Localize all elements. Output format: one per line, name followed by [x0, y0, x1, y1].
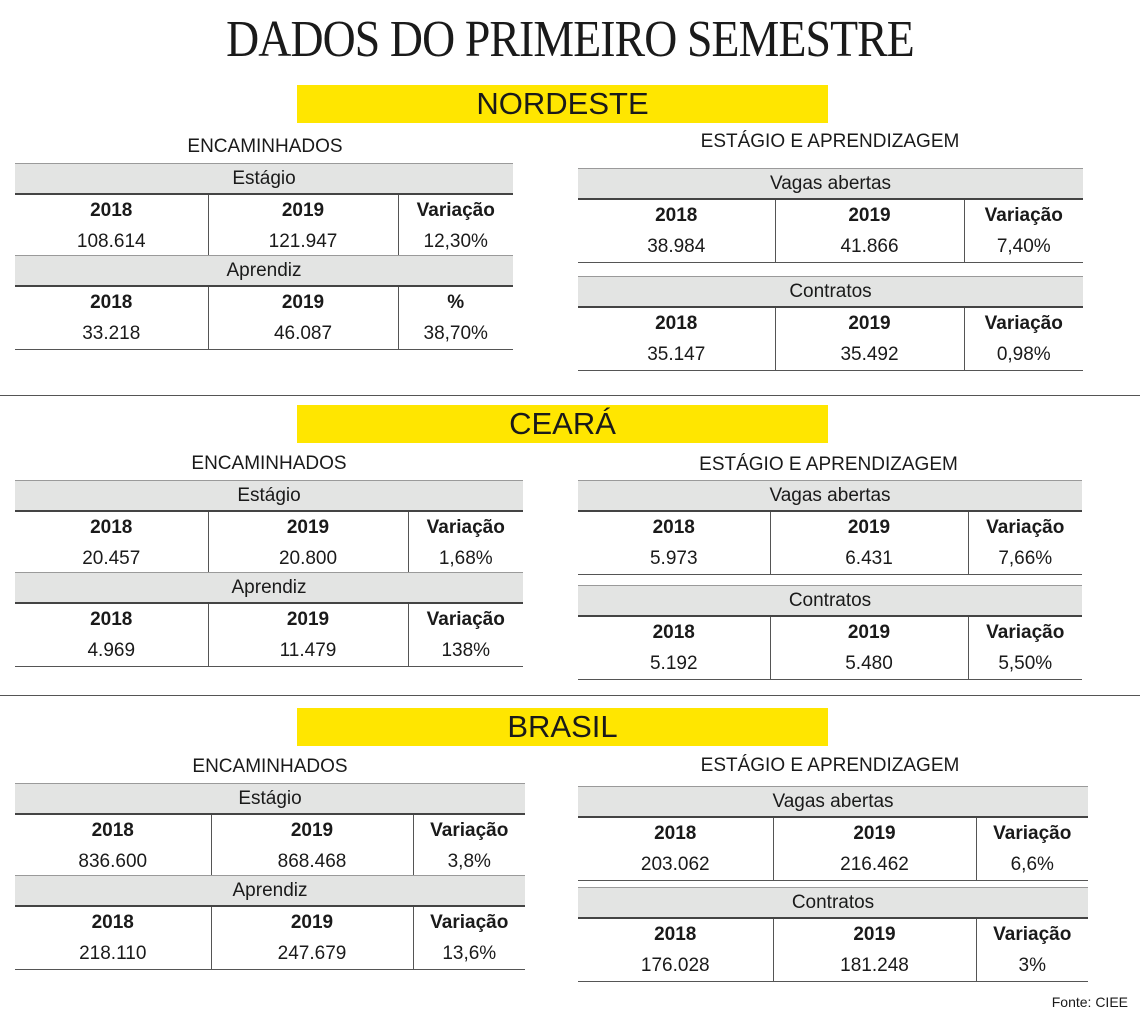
- brasil-vagas-abertas-label: Vagas abertas: [578, 787, 1088, 818]
- ceara-contratos-value: 5,50%: [968, 649, 1082, 680]
- brasil-region-banner: BRASIL: [297, 708, 828, 746]
- brasil-vagas-abertas-header: 2019: [773, 817, 976, 850]
- brasil-estagio-label: Estágio: [15, 784, 525, 815]
- ceara-vagas-abertas-label: Vagas abertas: [578, 481, 1082, 512]
- brasil-aprendiz-value: 247.679: [211, 939, 413, 970]
- brasil-aprendiz-header: 2019: [211, 906, 413, 939]
- nordeste-estagio-header: Variação: [416, 200, 495, 221]
- brasil-vagas-abertas-header: 2018: [578, 817, 773, 850]
- brasil-vagas-abertas-value: 6,6%: [976, 850, 1088, 881]
- nordeste-vagas-abertas-label: Vagas abertas: [578, 169, 1083, 200]
- nordeste-contratos-header: Variação: [984, 313, 1063, 334]
- nordeste-vagas-abertas-header: Variação: [984, 205, 1063, 226]
- brasil-estagio-header: 2019: [211, 814, 413, 847]
- ceara-vagas-abertas-value: 5.973: [578, 544, 770, 575]
- brasil-vagas-abertas-value: 216.462: [773, 850, 976, 881]
- nordeste-contratos-header: 2019: [775, 307, 964, 340]
- nordeste-vagas-abertas-table: [578, 168, 1083, 263]
- nordeste-contratos-table: [578, 276, 1083, 371]
- nordeste-estagio-label: Estágio: [15, 164, 513, 195]
- ceara-contratos-label: Contratos: [578, 586, 1082, 617]
- ceara-contratos-table: [578, 585, 1082, 680]
- nordeste-estagio-value: 12,30%: [398, 227, 513, 258]
- section-divider: [0, 395, 1140, 396]
- ceara-vagas-abertas-header: Variação: [986, 517, 1065, 538]
- brasil-contratos-value: 181.248: [773, 951, 976, 982]
- nordeste-vagas-abertas-value: 38.984: [578, 232, 775, 263]
- ceara-aprendiz-header: 2018: [15, 603, 208, 636]
- ceara-vagas-abertas-table: [578, 480, 1082, 575]
- ceara-estagio-label: Estágio: [15, 481, 523, 512]
- ceara-contratos-value: 5.480: [770, 649, 968, 680]
- ceara-aprendiz-header: Variação: [426, 609, 505, 630]
- brasil-contratos-value: 3%: [976, 951, 1088, 982]
- ceara-aprendiz-label: Aprendiz: [15, 573, 523, 604]
- nordeste-encaminhados-heading: ENCAMINHADOS: [187, 136, 343, 157]
- brasil-estagio-value: 3,8%: [413, 847, 525, 878]
- ceara-aprendiz-value: 11.479: [208, 636, 408, 667]
- nordeste-aprendiz-label: Aprendiz: [15, 256, 513, 287]
- ceara-estagio-aprendizagem-heading: ESTÁGIO E APRENDIZAGEM: [699, 454, 958, 475]
- brasil-aprendiz-value: 218.110: [15, 939, 211, 970]
- nordeste-vagas-abertas-header: 2018: [578, 199, 775, 232]
- ceara-estagio-value: 20.800: [208, 544, 408, 575]
- nordeste-aprendiz-header: 2019: [208, 286, 398, 319]
- ceara-contratos-header: 2019: [770, 616, 968, 649]
- ceara-estagio-header: 2018: [15, 511, 208, 544]
- nordeste-aprendiz-value: 46.087: [208, 319, 398, 350]
- nordeste-estagio-value: 121.947: [208, 227, 398, 258]
- nordeste-vagas-abertas-header: 2019: [775, 199, 964, 232]
- ceara-aprendiz-value: 138%: [408, 636, 523, 667]
- brasil-estagio-value: 868.468: [211, 847, 413, 878]
- brasil-aprendiz-value: 13,6%: [413, 939, 525, 970]
- brasil-contratos-header: 2018: [578, 918, 773, 951]
- ceara-contratos-header: Variação: [986, 622, 1065, 643]
- ceara-aprendiz-header: 2019: [208, 603, 408, 636]
- ceara-vagas-abertas-header: 2019: [770, 511, 968, 544]
- brasil-estagio-header: 2018: [15, 814, 211, 847]
- brasil-aprendiz-label: Aprendiz: [15, 876, 525, 907]
- ceara-vagas-abertas-header: 2018: [578, 511, 770, 544]
- nordeste-estagio-header: 2018: [15, 194, 208, 227]
- nordeste-estagio-table: [15, 163, 513, 258]
- ceara-vagas-abertas-value: 6.431: [770, 544, 968, 575]
- nordeste-region-banner: NORDESTE: [297, 85, 828, 123]
- brasil-contratos-header: 2019: [773, 918, 976, 951]
- brasil-vagas-abertas-value: 203.062: [578, 850, 773, 881]
- nordeste-aprendiz-header: 2018: [15, 286, 208, 319]
- brasil-vagas-abertas-table: [578, 786, 1088, 881]
- nordeste-aprendiz-table: [15, 255, 513, 350]
- nordeste-vagas-abertas-value: 41.866: [775, 232, 964, 263]
- ceara-estagio-header: 2019: [208, 511, 408, 544]
- nordeste-contratos-value: 35.147: [578, 340, 775, 371]
- ceara-vagas-abertas-value: 7,66%: [968, 544, 1082, 575]
- page-title: DADOS DO PRIMEIRO SEMESTRE: [226, 11, 914, 68]
- ceara-aprendiz-table: [15, 572, 523, 667]
- brasil-contratos-header: Variação: [993, 924, 1072, 945]
- brasil-estagio-aprendizagem-heading: ESTÁGIO E APRENDIZAGEM: [700, 755, 960, 776]
- brasil-aprendiz-header: Variação: [430, 912, 509, 933]
- ceara-estagio-header: Variação: [426, 517, 505, 538]
- ceara-contratos-value: 5.192: [578, 649, 770, 680]
- ceara-contratos-header: 2018: [578, 616, 770, 649]
- nordeste-estagio-value: 108.614: [15, 227, 208, 258]
- ceara-estagio-value: 20.457: [15, 544, 208, 575]
- brasil-contratos-value: 176.028: [578, 951, 773, 982]
- brasil-aprendiz-table: [15, 875, 525, 970]
- brasil-estagio-header: Variação: [430, 820, 509, 841]
- ceara-region-banner: CEARÁ: [297, 405, 828, 443]
- nordeste-estagio-aprendizagem-heading: ESTÁGIO E APRENDIZAGEM: [700, 131, 960, 152]
- section-divider: [0, 695, 1140, 696]
- brasil-contratos-label: Contratos: [578, 888, 1088, 919]
- brasil-vagas-abertas-header: Variação: [993, 823, 1072, 844]
- nordeste-estagio-header: 2019: [208, 194, 398, 227]
- ceara-aprendiz-value: 4.969: [15, 636, 208, 667]
- brasil-estagio-table: [15, 783, 525, 878]
- nordeste-contratos-value: 0,98%: [964, 340, 1083, 371]
- ceara-encaminhados-heading: ENCAMINHADOS: [191, 453, 347, 474]
- nordeste-vagas-abertas-value: 7,40%: [964, 232, 1083, 263]
- source-note: Fonte: CIEE: [1051, 994, 1128, 1010]
- brasil-encaminhados-heading: ENCAMINHADOS: [192, 756, 348, 777]
- nordeste-contratos-label: Contratos: [578, 277, 1083, 308]
- brasil-estagio-value: 836.600: [15, 847, 211, 878]
- nordeste-aprendiz-header: %: [447, 292, 465, 313]
- nordeste-contratos-value: 35.492: [775, 340, 964, 371]
- nordeste-aprendiz-value: 38,70%: [398, 319, 513, 350]
- brasil-contratos-table: [578, 887, 1088, 982]
- nordeste-contratos-header: 2018: [578, 307, 775, 340]
- nordeste-aprendiz-value: 33.218: [15, 319, 208, 350]
- ceara-estagio-value: 1,68%: [408, 544, 523, 575]
- ceara-estagio-table: [15, 480, 523, 575]
- brasil-aprendiz-header: 2018: [15, 906, 211, 939]
